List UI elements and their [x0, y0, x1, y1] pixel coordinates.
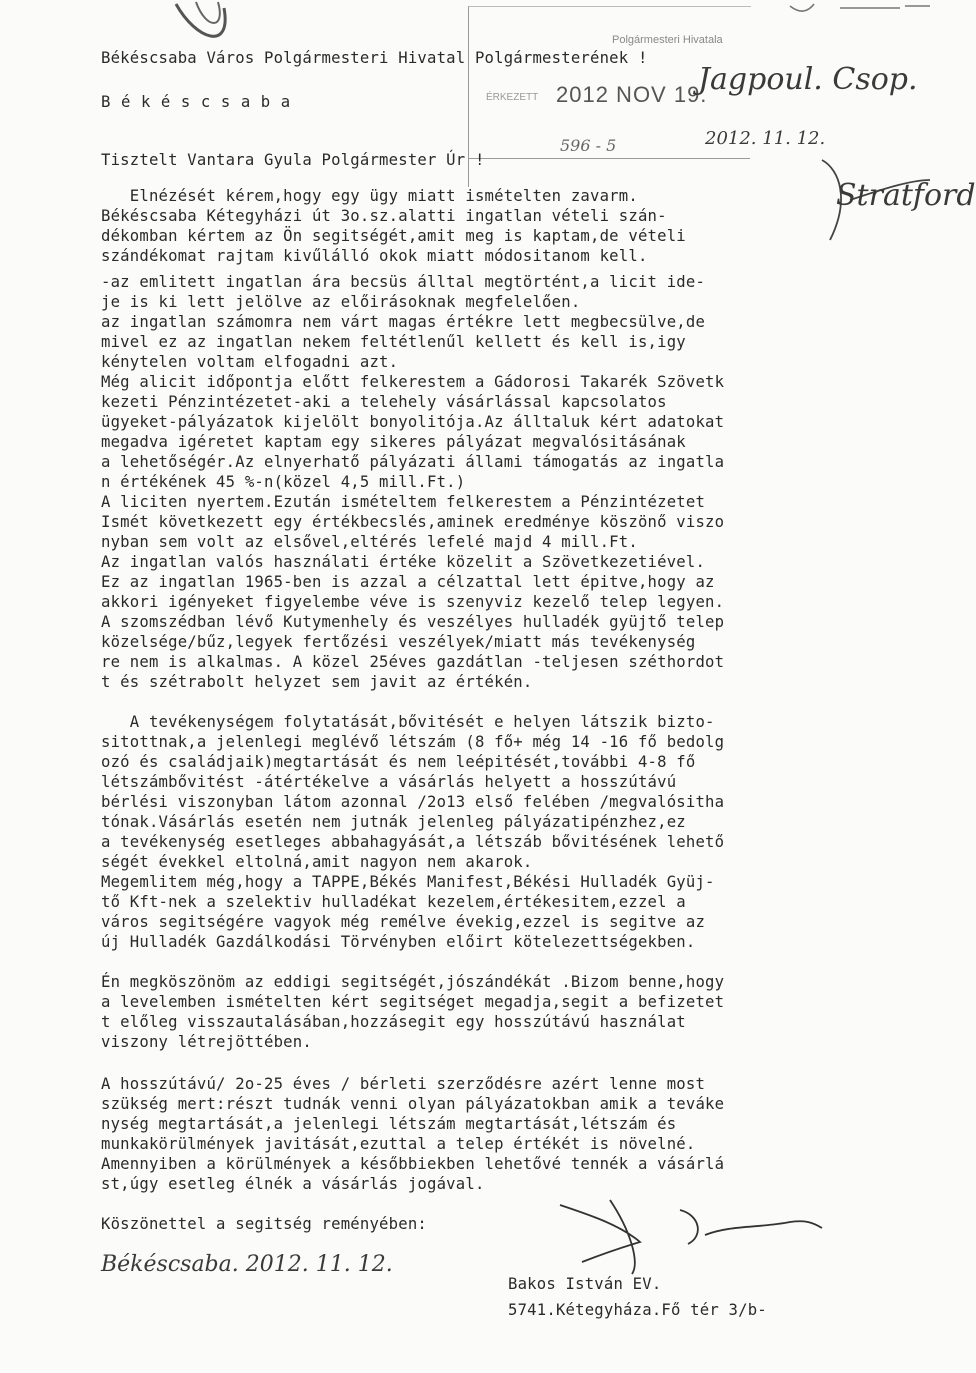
letter-line: szándékomat rajtam kivűlálló okok miatt módositanom kell.	[101, 247, 648, 265]
annotation-date: 2012. 11. 12.	[705, 128, 826, 149]
letter-line: akkori igényeket figyelembe véve is szenyviz kezelő telep legyen.	[101, 593, 725, 611]
closing-line: Köszönettel a segitség reményében:	[101, 1215, 427, 1233]
letter-line: a tevékenység esetleges abbahagyását,a létszáb bővitésének lehető	[101, 833, 725, 851]
corner-hook-mark-2	[196, 2, 220, 23]
letter-line: nység megtartását,a jelenlegi létszám megtartását,létszám és	[101, 1115, 677, 1133]
letter-line: A tevékenységem folytatását,bővitését e helyen látszik bizto-	[101, 713, 715, 731]
letter-line: A szomszédban lévő Kutymenhely és veszélyes hulladék gyüjtő telep	[101, 613, 725, 631]
letter-line: Az ingatlan valós használati értéke közelit a Szövetkezetiével.	[101, 553, 706, 571]
letter-line: Ez az ingatlan 1965-ben is azzal a célzattal lett épitve,hogy az	[101, 573, 715, 591]
letter-line: tónak.Vásárlás esetén nem jutnák jelenleg pályázatipénzhez,ez	[101, 813, 686, 831]
stamp-date: 2012 NOV 19.	[556, 82, 708, 107]
letter-line: t előleg visszautalásában,hozzásegit egy hosszútávú használat	[101, 1013, 686, 1031]
letter-line: az ingatlan számomra nem várt magas értékre lett megbecsülve,de	[101, 313, 706, 331]
letter-line: ügyeket-pályázatok kijelölt bonyolitója.Az álltaluk kért adatokat	[101, 413, 725, 431]
signature-name: Bakos István EV.	[508, 1275, 662, 1293]
letter-line: a levelemben ismételten kért segitséget megadja,segit a befizetet	[101, 993, 725, 1011]
letter-line: sitottnak,a jelenlegi meglévő létszám (8 fő+ még 14 -16 fő bedolg	[101, 733, 725, 751]
recipient-city: B é k é s c s a b a	[101, 93, 291, 111]
letter-line: st,úgy esetleg élnék a vásárlás jogával.	[101, 1175, 485, 1193]
handwritten-place-date: Békéscsaba. 2012. 11. 12.	[101, 1252, 393, 1277]
letter-line: viszony létrejöttében.	[101, 1033, 312, 1051]
annotation-signoff: Stratford	[836, 178, 976, 213]
annotation-top-right: Jagpoul. Csop.	[698, 62, 918, 97]
stamp-office: Polgármesteri Hivatala	[612, 34, 723, 46]
letter-line: Megemlitem még,hogy a TAPPE,Békés Manifest,Békési Hulladék Gyüj-	[101, 873, 715, 891]
recipient-line: Békéscsaba Város Polgármesteri Hivatal Polgármesterének !	[101, 49, 648, 67]
letter-line: munkakörülmények javitását,ezuttal a telep értékét is növelné.	[101, 1135, 696, 1153]
letter-line: szükség mert:részt tudnák venni olyan pályázatokban amik a teváke	[101, 1095, 725, 1113]
letter-line: közelsége/bűz,legyek fertőzési veszélyek/miatt más tevékenység	[101, 633, 696, 651]
letter-line: kénytelen voltam elfogadni azt.	[101, 353, 399, 371]
letter-line: A liciten nyertem.Ezután ismételtem felkerestem a Pénzintézetet	[101, 493, 706, 511]
letter-line: Békéscsaba Kétegyházi út 3o.sz.alatti ingatlan vételi szán-	[101, 207, 667, 225]
signature-scribble	[560, 1200, 822, 1274]
letter-line: -az emlitett ingatlan ára becsüs álltal megtörtént,a licit ide-	[101, 273, 706, 291]
letter-line: bérlési viszonyban látom azonnal /2o13 első felében /megvalósitha	[101, 793, 725, 811]
stamp-number: 596 - 5	[560, 136, 617, 155]
letter-line: n értékének 45 %-n(közel 4,5 mill.Ft.)	[101, 473, 466, 491]
letter-line: város segitségére vagyok még remélve évekig,ezzel is segitve az	[101, 913, 706, 931]
letter-line: mivel ez az ingatlan nekem feltétlenűl kellett és kell is,igy	[101, 333, 686, 351]
letter-line: megadva igéretet kaptam egy sikeres pályázat megvalósitásának	[101, 433, 686, 451]
letter-line: nyban sem volt az elsővel,eltérés lefelé majd 4 mill.Ft.	[101, 533, 638, 551]
letter-line: új Hulladék Gazdálkodási Törvényben előirt kötelezettségekben.	[101, 933, 696, 951]
letter-line: ozó és családjaik)megtartását és nem leépitését,további 4-8 fő	[101, 753, 696, 771]
letter-line: Ismét következett egy értékbecslés,aminek eredménye köszönő viszo	[101, 513, 725, 531]
letter-line: tő Kft-nek a szelektiv hulladékat kezelem,értékesitem,ezzel a	[101, 893, 686, 911]
letter-line: kezeti Pénzintézetet-aki a telehely vásárlással kapcsolatos	[101, 393, 667, 411]
salutation: Tisztelt Vantara Gyula Polgármester Úr !	[101, 151, 485, 169]
signature-address: 5741.Kétegyháza.Fő tér 3/b-	[508, 1301, 767, 1319]
letter-line: ségét évekkel eltolná,amit nagyon nem akarok.	[101, 853, 533, 871]
letter-line: je is ki lett jelölve az előirásoknak megfelelően.	[101, 293, 581, 311]
letter-line: re nem is alkalmas. A közel 25éves gazdátlan -teljesen széthordot	[101, 653, 725, 671]
letter-line: A hosszútávú/ 2o-25 éves / bérleti szerződésre azért lenne most	[101, 1075, 706, 1093]
letter-line: létszámbővitést -átértékelve a vásárlás helyett a hosszútávú	[101, 773, 677, 791]
letter-line: dékomban kértem az Ön segitségét,amit meg is kaptam,de vételi	[101, 227, 686, 245]
stamp-received-label: ÉRKEZETT	[486, 92, 539, 103]
top-edge-scribble	[790, 4, 930, 11]
letter-line: Még alicit időpontja előtt felkerestem a Gádorosi Takarék Szövetk	[101, 373, 725, 391]
letter-line: Elnézését kérem,hogy egy ügy miatt ismételten zavarm.	[101, 187, 638, 205]
letter-line: a lehetőségér.Az elnyerhatő pályázati állami támogatás az ingatla	[101, 453, 725, 471]
letter-line: t és szétrabolt helyzet sem javit az értékén.	[101, 673, 533, 691]
letter-line: Én megköszönöm az eddigi segitségét,jószándékát .Bizom benne,hogy	[101, 973, 725, 991]
letter-line: Amennyiben a körülmények a későbbiekben lehetővé tennék a vásárlá	[101, 1155, 725, 1173]
